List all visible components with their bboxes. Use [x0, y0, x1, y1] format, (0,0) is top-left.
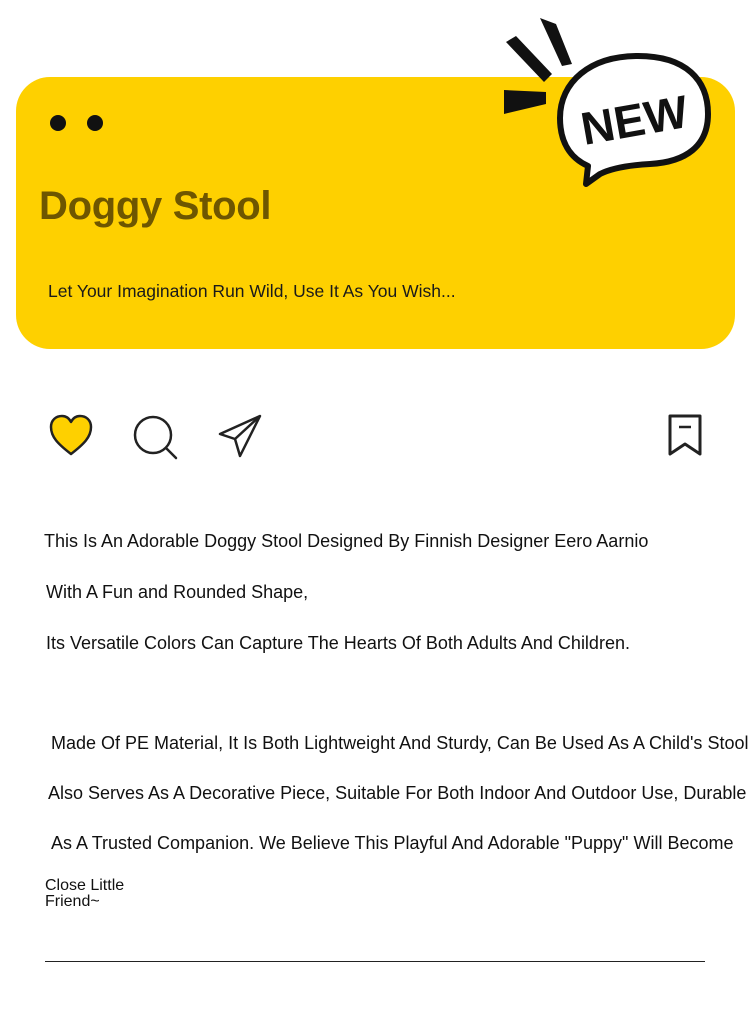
burst-ray-icon — [540, 18, 572, 66]
burst-ray-icon — [506, 36, 552, 82]
search-icon[interactable] — [132, 414, 180, 462]
closing-line: Friend~ — [45, 893, 100, 910]
description-line: This Is An Adorable Doggy Stool Designed By Finnish Designer Eero Aarnio — [44, 531, 649, 551]
product-title: Doggy Stool — [39, 184, 272, 228]
description-line: Its Versatile Colors Can Capture The Hearts Of Both Adults And Children. — [46, 633, 630, 653]
heart-icon[interactable] — [48, 413, 94, 457]
description-line: Also Serves As A Decorative Piece, Suitable For Both Indoor And Outdoor Use, Durable — [48, 783, 747, 803]
divider — [45, 961, 705, 962]
bookmark-icon[interactable] — [667, 413, 703, 457]
dot-icon — [87, 115, 103, 131]
description-line: With A Fun and Rounded Shape, — [46, 582, 309, 602]
new-badge — [500, 18, 715, 190]
burst-ray-icon — [504, 90, 546, 114]
description-line: As A Trusted Companion. We Believe This Playful And Adorable "Puppy" Will Become — [51, 833, 734, 853]
description-line: Made Of PE Material, It Is Both Lightweight And Sturdy, Can Be Used As A Child's Stool — [51, 733, 749, 753]
badge-text: NEW — [576, 85, 692, 155]
action-bar — [0, 410, 750, 460]
product-subtitle: Let Your Imagination Run Wild, Use It As You Wish... — [48, 281, 456, 301]
dot-icon — [50, 115, 66, 131]
send-icon[interactable] — [218, 414, 264, 460]
closing-text — [45, 878, 124, 910]
window-dots — [50, 115, 103, 131]
closing-line: Close Little — [45, 877, 125, 894]
